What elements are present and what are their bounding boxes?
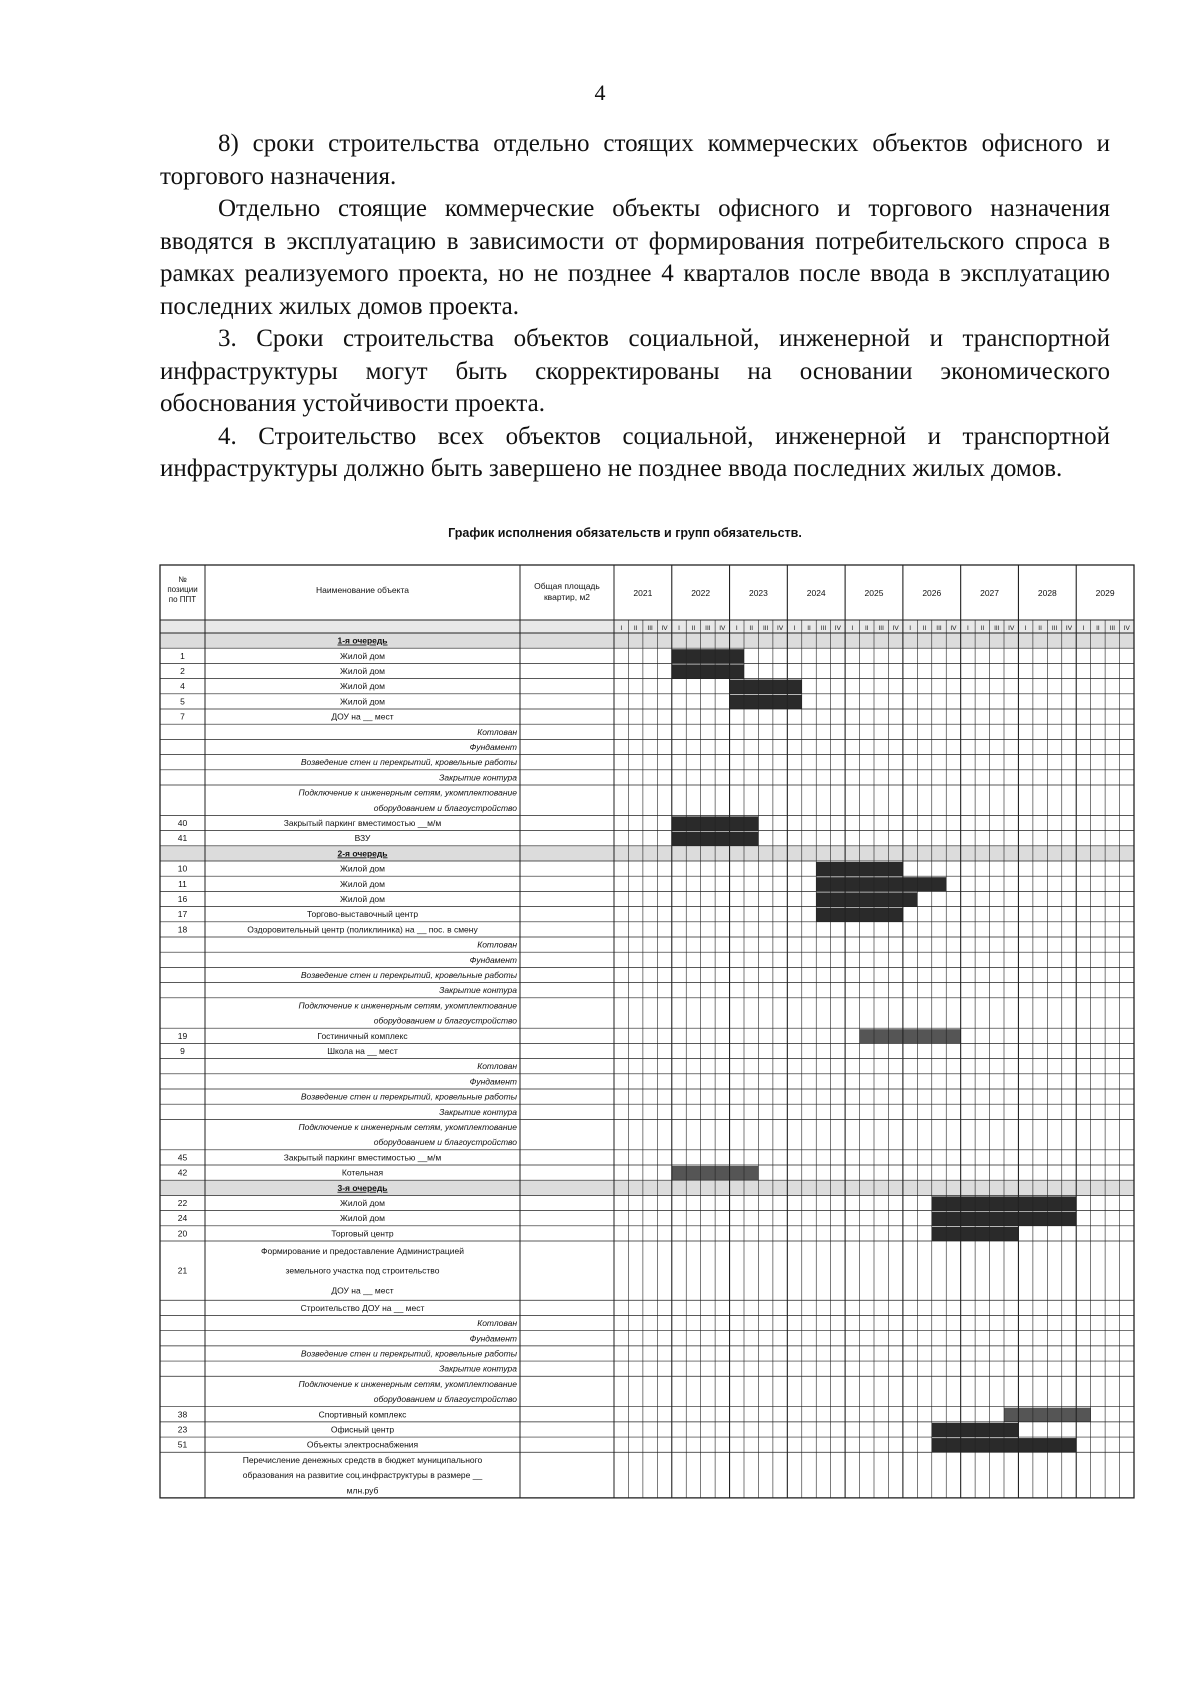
- row-name: Строительство ДОУ на __ мест: [300, 1302, 425, 1313]
- queue-row-bg: [160, 633, 1134, 648]
- row-position: 4: [180, 681, 185, 692]
- quarter-label: IV: [661, 625, 668, 632]
- quarter-label: III: [705, 625, 711, 632]
- row-position: 21: [177, 1265, 188, 1276]
- quarter-label: III: [762, 625, 769, 632]
- row-position: 22: [177, 1198, 188, 1208]
- quarter-label: IV: [1123, 625, 1130, 632]
- row-position: 18: [177, 924, 188, 935]
- year-label: 2027: [980, 588, 1000, 598]
- row-name: Торгово-выставочный центр: [306, 909, 419, 920]
- row-stage-name: Фундамент: [469, 1333, 517, 1344]
- gantt-bar: [816, 877, 946, 891]
- row-position: 20: [177, 1228, 188, 1239]
- quarter-label: IV: [1065, 625, 1073, 632]
- quarter-label: I: [1082, 625, 1085, 632]
- row-position: 9: [180, 1046, 185, 1056]
- row-position: 7: [180, 711, 185, 722]
- row-stage-name: оборудованием и благоустройство: [373, 1394, 517, 1405]
- quarter-label: IV: [1008, 625, 1015, 632]
- schedule-title: График исполнения обязательств и групп обязательств.: [448, 526, 802, 540]
- row-position: 45: [177, 1152, 188, 1163]
- queue-row-bg: [160, 1180, 1134, 1195]
- row-name: Жилой дом: [339, 894, 386, 904]
- row-stage-name: Подключение к инженерным сетям, укомплектование: [298, 1378, 517, 1389]
- quarter-label: III: [1109, 625, 1116, 632]
- row-name: Закрытый паркинг вместимостью __м/м: [283, 1152, 442, 1163]
- quarter-label: I: [793, 625, 796, 632]
- row-stage-name: оборудованием и благоустройство: [373, 1137, 517, 1148]
- gantt-bar: [816, 892, 917, 906]
- row-stage-name: Закрытие контура: [439, 985, 517, 996]
- row-position: 40: [177, 818, 188, 828]
- row-stage-name: Возведение стен и перекрытий, кровельные работы: [300, 1091, 517, 1102]
- paragraph-4: 4. Строительство всех объектов социальной, инженерной и транспортной инфраструктуры должно быть завершено не позднее ввода последних жилых домов.: [160, 422, 1110, 482]
- row-stage-name: Фундамент: [469, 742, 517, 752]
- row-position: 5: [180, 696, 185, 707]
- quarter-label: IV: [892, 625, 899, 632]
- quarter-label: III: [647, 625, 653, 632]
- header-position: по ППТ: [168, 595, 197, 604]
- quarter-label: IV: [719, 625, 726, 632]
- year-label: 2025: [864, 588, 884, 598]
- quarter-label: I: [735, 625, 738, 632]
- row-position: 17: [177, 909, 188, 920]
- year-label: 2024: [806, 588, 826, 598]
- gantt-bar: [730, 695, 802, 709]
- row-queue-name: 1-я очередь: [337, 635, 388, 646]
- row-stage-name: Котлован: [477, 1318, 517, 1329]
- row-position: 16: [177, 894, 188, 904]
- quarter-label: III: [936, 625, 942, 632]
- quarter-label: III: [1051, 625, 1058, 632]
- quarter-label: I: [1024, 625, 1027, 632]
- row-stage-name: Закрытие контура: [439, 772, 517, 783]
- quarter-label: I: [909, 625, 912, 632]
- row-position: 38: [177, 1409, 188, 1420]
- paragraph-1: 8) сроки строительства отдельно стоящих коммерческих объектов офисного и торгового назначения.: [160, 130, 1110, 190]
- header-name: Наименование объекта: [316, 585, 409, 595]
- quarter-label: I: [851, 625, 854, 632]
- row-position: 11: [178, 878, 187, 889]
- year-label: 2021: [633, 588, 653, 598]
- header-position: позиции: [167, 585, 198, 594]
- row-name: млн.руб: [346, 1485, 379, 1496]
- gantt-bar: [672, 649, 744, 663]
- row-name: ДОУ на __ мест: [331, 1285, 394, 1296]
- header-area: Общая площадь: [534, 581, 600, 591]
- row-name: Оздоровительный центр (поликлиника) на __ пос. в смену: [247, 924, 478, 935]
- row-stage-name: Подключение к инженерным сетям, укомплектование: [298, 1122, 517, 1132]
- row-name: Объекты электроснабжения: [306, 1439, 419, 1450]
- row-name: Гостиничный комплекс: [317, 1030, 408, 1041]
- row-name: Формирование и предоставление Администрацией: [261, 1245, 464, 1256]
- row-stage-name: Котлован: [477, 726, 517, 737]
- row-name: Жилой дом: [339, 666, 386, 676]
- row-stage-name: Возведение стен и перекрытий, кровельные работы: [300, 757, 517, 768]
- page-number: 4: [594, 80, 606, 105]
- quarter-label: III: [878, 625, 884, 632]
- year-label: 2022: [691, 588, 711, 598]
- row-stage-name: Фундамент: [469, 954, 517, 965]
- quarter-label: II: [807, 625, 811, 632]
- gantt-bar: [860, 1029, 961, 1043]
- row-stage-name: Подключение к инженерным сетям, укомплектование: [298, 787, 517, 798]
- year-label: 2028: [1037, 588, 1057, 598]
- row-name: ВЗУ: [354, 833, 371, 844]
- row-queue-name: 3-я очередь: [337, 1182, 388, 1193]
- paragraph-2: Отдельно стоящие коммерческие объекты офисного и торгового назначения вводятся в эксплуатацию в зависимости от формирования потребительского спроса в рамках реализуемого проекта, но не позднее 4 кварталов после ввода в эксплуатацию последних жилых домов проекта.: [160, 195, 1110, 320]
- row-name: Жилой дом: [339, 681, 386, 692]
- quarter-label: II: [633, 625, 638, 632]
- row-position: 1: [180, 650, 185, 661]
- row-name: Котельная: [341, 1167, 384, 1178]
- quarter-label: II: [749, 625, 754, 632]
- gantt-bar: [672, 664, 744, 678]
- gantt-bar: [730, 680, 802, 694]
- row-stage-name: Фундамент: [469, 1076, 517, 1087]
- row-stage-name: Возведение стен и перекрытий, кровельные работы: [300, 1348, 517, 1359]
- queue-row-bg: [160, 846, 1134, 861]
- row-stage-name: оборудованием и благоустройство: [373, 802, 517, 813]
- row-name: Жилой дом: [339, 878, 386, 889]
- row-stage-name: Закрытие контура: [439, 1363, 517, 1374]
- quarter-label: II: [922, 625, 927, 632]
- quarter-label: I: [966, 625, 969, 632]
- row-stage-name: Котлован: [477, 1061, 517, 1072]
- quarter-label: II: [691, 625, 696, 632]
- row-name: Жилой дом: [339, 696, 386, 707]
- row-position: 51: [177, 1439, 188, 1450]
- quarter-label: III: [820, 625, 827, 632]
- year-label: 2026: [922, 588, 942, 598]
- row-name: Жилой дом: [339, 1213, 386, 1224]
- row-stage-name: оборудованием и благоустройство: [373, 1015, 517, 1026]
- row-stage-name: Подключение к инженерным сетям, укомплектование: [298, 1000, 517, 1011]
- row-stage-name: Возведение стен и перекрытий, кровельные работы: [300, 970, 517, 980]
- row-name: Торговый центр: [331, 1228, 394, 1239]
- row-name: Жилой дом: [339, 650, 386, 661]
- row-name: Перечисление денежных средств в бюджет муниципального: [242, 1454, 483, 1465]
- row-queue-name: 2-я очередь: [337, 848, 388, 859]
- row-position: 24: [177, 1213, 188, 1224]
- row-name: Школа на __ мест: [327, 1046, 398, 1056]
- quarter-label: IV: [777, 625, 784, 632]
- year-label: 2029: [1095, 588, 1115, 598]
- header-position: №: [178, 575, 187, 584]
- row-name: Жилой дом: [339, 863, 386, 874]
- row-position: 10: [177, 863, 188, 874]
- quarter-label: IV: [950, 625, 957, 632]
- row-stage-name: Закрытие контура: [439, 1106, 517, 1117]
- row-name: образования на развитие соц.инфраструктуры в размере __: [242, 1470, 483, 1481]
- quarter-label: I: [620, 625, 623, 632]
- year-label: 2023: [748, 588, 768, 598]
- row-name: Закрытый паркинг вместимостью __м/м: [283, 818, 442, 828]
- row-name: ДОУ на __ мест: [331, 711, 394, 722]
- row-stage-name: Котлован: [477, 939, 517, 950]
- row-position: 2: [180, 666, 185, 676]
- quarter-label: I: [678, 625, 680, 632]
- header-area: квартир, м2: [543, 592, 591, 602]
- row-name: Спортивный комплекс: [318, 1409, 407, 1420]
- row-position: 19: [177, 1030, 188, 1041]
- row-name: земельного участка под строительство: [285, 1265, 440, 1276]
- row-position: 41: [177, 833, 188, 844]
- row-name: Офисный центр: [330, 1424, 395, 1435]
- quarter-label: II: [1096, 625, 1100, 632]
- quarter-label: II: [1038, 625, 1042, 632]
- row-position: 23: [177, 1424, 188, 1435]
- quarter-label: III: [994, 625, 1000, 632]
- row-position: 42: [177, 1167, 188, 1178]
- quarter-label: IV: [834, 625, 841, 632]
- paragraph-3: 3. Сроки строительства объектов социальной, инженерной и транспортной инфраструктуры могут быть скорректированы на основании экономического обоснования устойчивости проекта.: [160, 325, 1110, 417]
- quarter-label: II: [864, 625, 869, 632]
- quarter-label: II: [980, 625, 985, 632]
- row-name: Жилой дом: [339, 1198, 386, 1208]
